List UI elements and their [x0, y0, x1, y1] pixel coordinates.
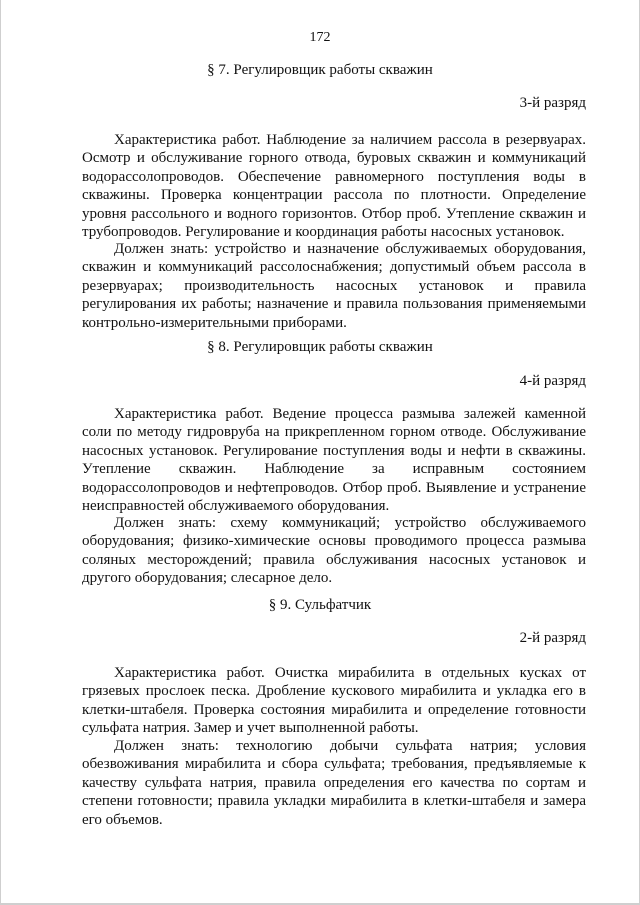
section-heading: § 8. Регулировщик работы скважин [207, 339, 433, 355]
rank-label: 3-й разряд [519, 95, 586, 111]
page-number: 172 [309, 30, 331, 45]
page-border-left [0, 0, 1, 905]
must-know-text: Должен знать: устройство и назначение обслуживаемых оборудования, скважин и коммуникаций рассолоснабжения; допустимый объем рассола в резервуарах; производительность насосных установок и правила регулирования их работы; назначение и правила пользования применяемыми контрольно-измерительными приборами. [82, 241, 586, 331]
section-heading: § 9. Сульфатчик [268, 597, 372, 613]
characteristics-paragraph [82, 664, 586, 738]
must-know-paragraph [82, 514, 586, 588]
must-know-paragraph [82, 737, 586, 829]
must-know-text: Должен знать: схему коммуникаций; устройство обслуживаемого оборудования; физико-химические основы проводимого процесса размыва соляных месторождений; правила обслуживания насосных установок и другого оборудования; слесарное дело. [82, 515, 586, 587]
must-know-text: Должен знать: технологию добычи сульфата натрия; условия обезвоживания мирабилита и сбора сульфата; требования, предъявляемые к качеству сульфата натрия, правила определения его качества по сортам и степени готовности; правила укладки мирабилита в клетки-штабеля и замера его объемов. [82, 738, 586, 828]
must-know-paragraph [82, 240, 586, 332]
rank-label: 2-й разряд [519, 630, 586, 646]
section-heading: § 7. Регулировщик работы скважин [207, 62, 433, 78]
rank-label: 4-й разряд [519, 373, 586, 389]
characteristics-text: Характеристика работ. Ведение процесса размыва залежей каменной соли по методу гидроврубa на прикрепленном горном отводе. Обслуживание насосных установок. Регулирование поступления воды и нефти в скважины. Утепление скважин. Наблюдение за исправным состоянием водорассолопроводов и нефтепроводов. Отбор проб. Выявление и устранение неисправностей обслуживаемого оборудования. [82, 406, 586, 515]
characteristics-text: Характеристика работ. Очистка мирабилита в отдельных кусках от грязевых прослоек песка. Дробление кускового мирабилита и укладка его в клетки-штабеля. Проверка состояния мирабилита и определение готовности сульфата натрия. Замер и учет выполненной работы. [82, 665, 586, 737]
characteristics-paragraph [82, 405, 586, 515]
characteristics-text: Характеристика работ. Наблюдение за наличием рассола в резервуарах. Осмотр и обслуживание горного отвода, буровых скважин и коммуникаций водорассолопроводов. Обеспечение равномерного поступления воды в скважины. Проверка концентрации рассола по плотности. Определение уровня рассольного и водного горизонтов. Отбор проб. Утепление скважин и трубопроводов. Регулирование и координация работы насосных установок. [82, 132, 586, 241]
characteristics-paragraph [82, 131, 586, 241]
